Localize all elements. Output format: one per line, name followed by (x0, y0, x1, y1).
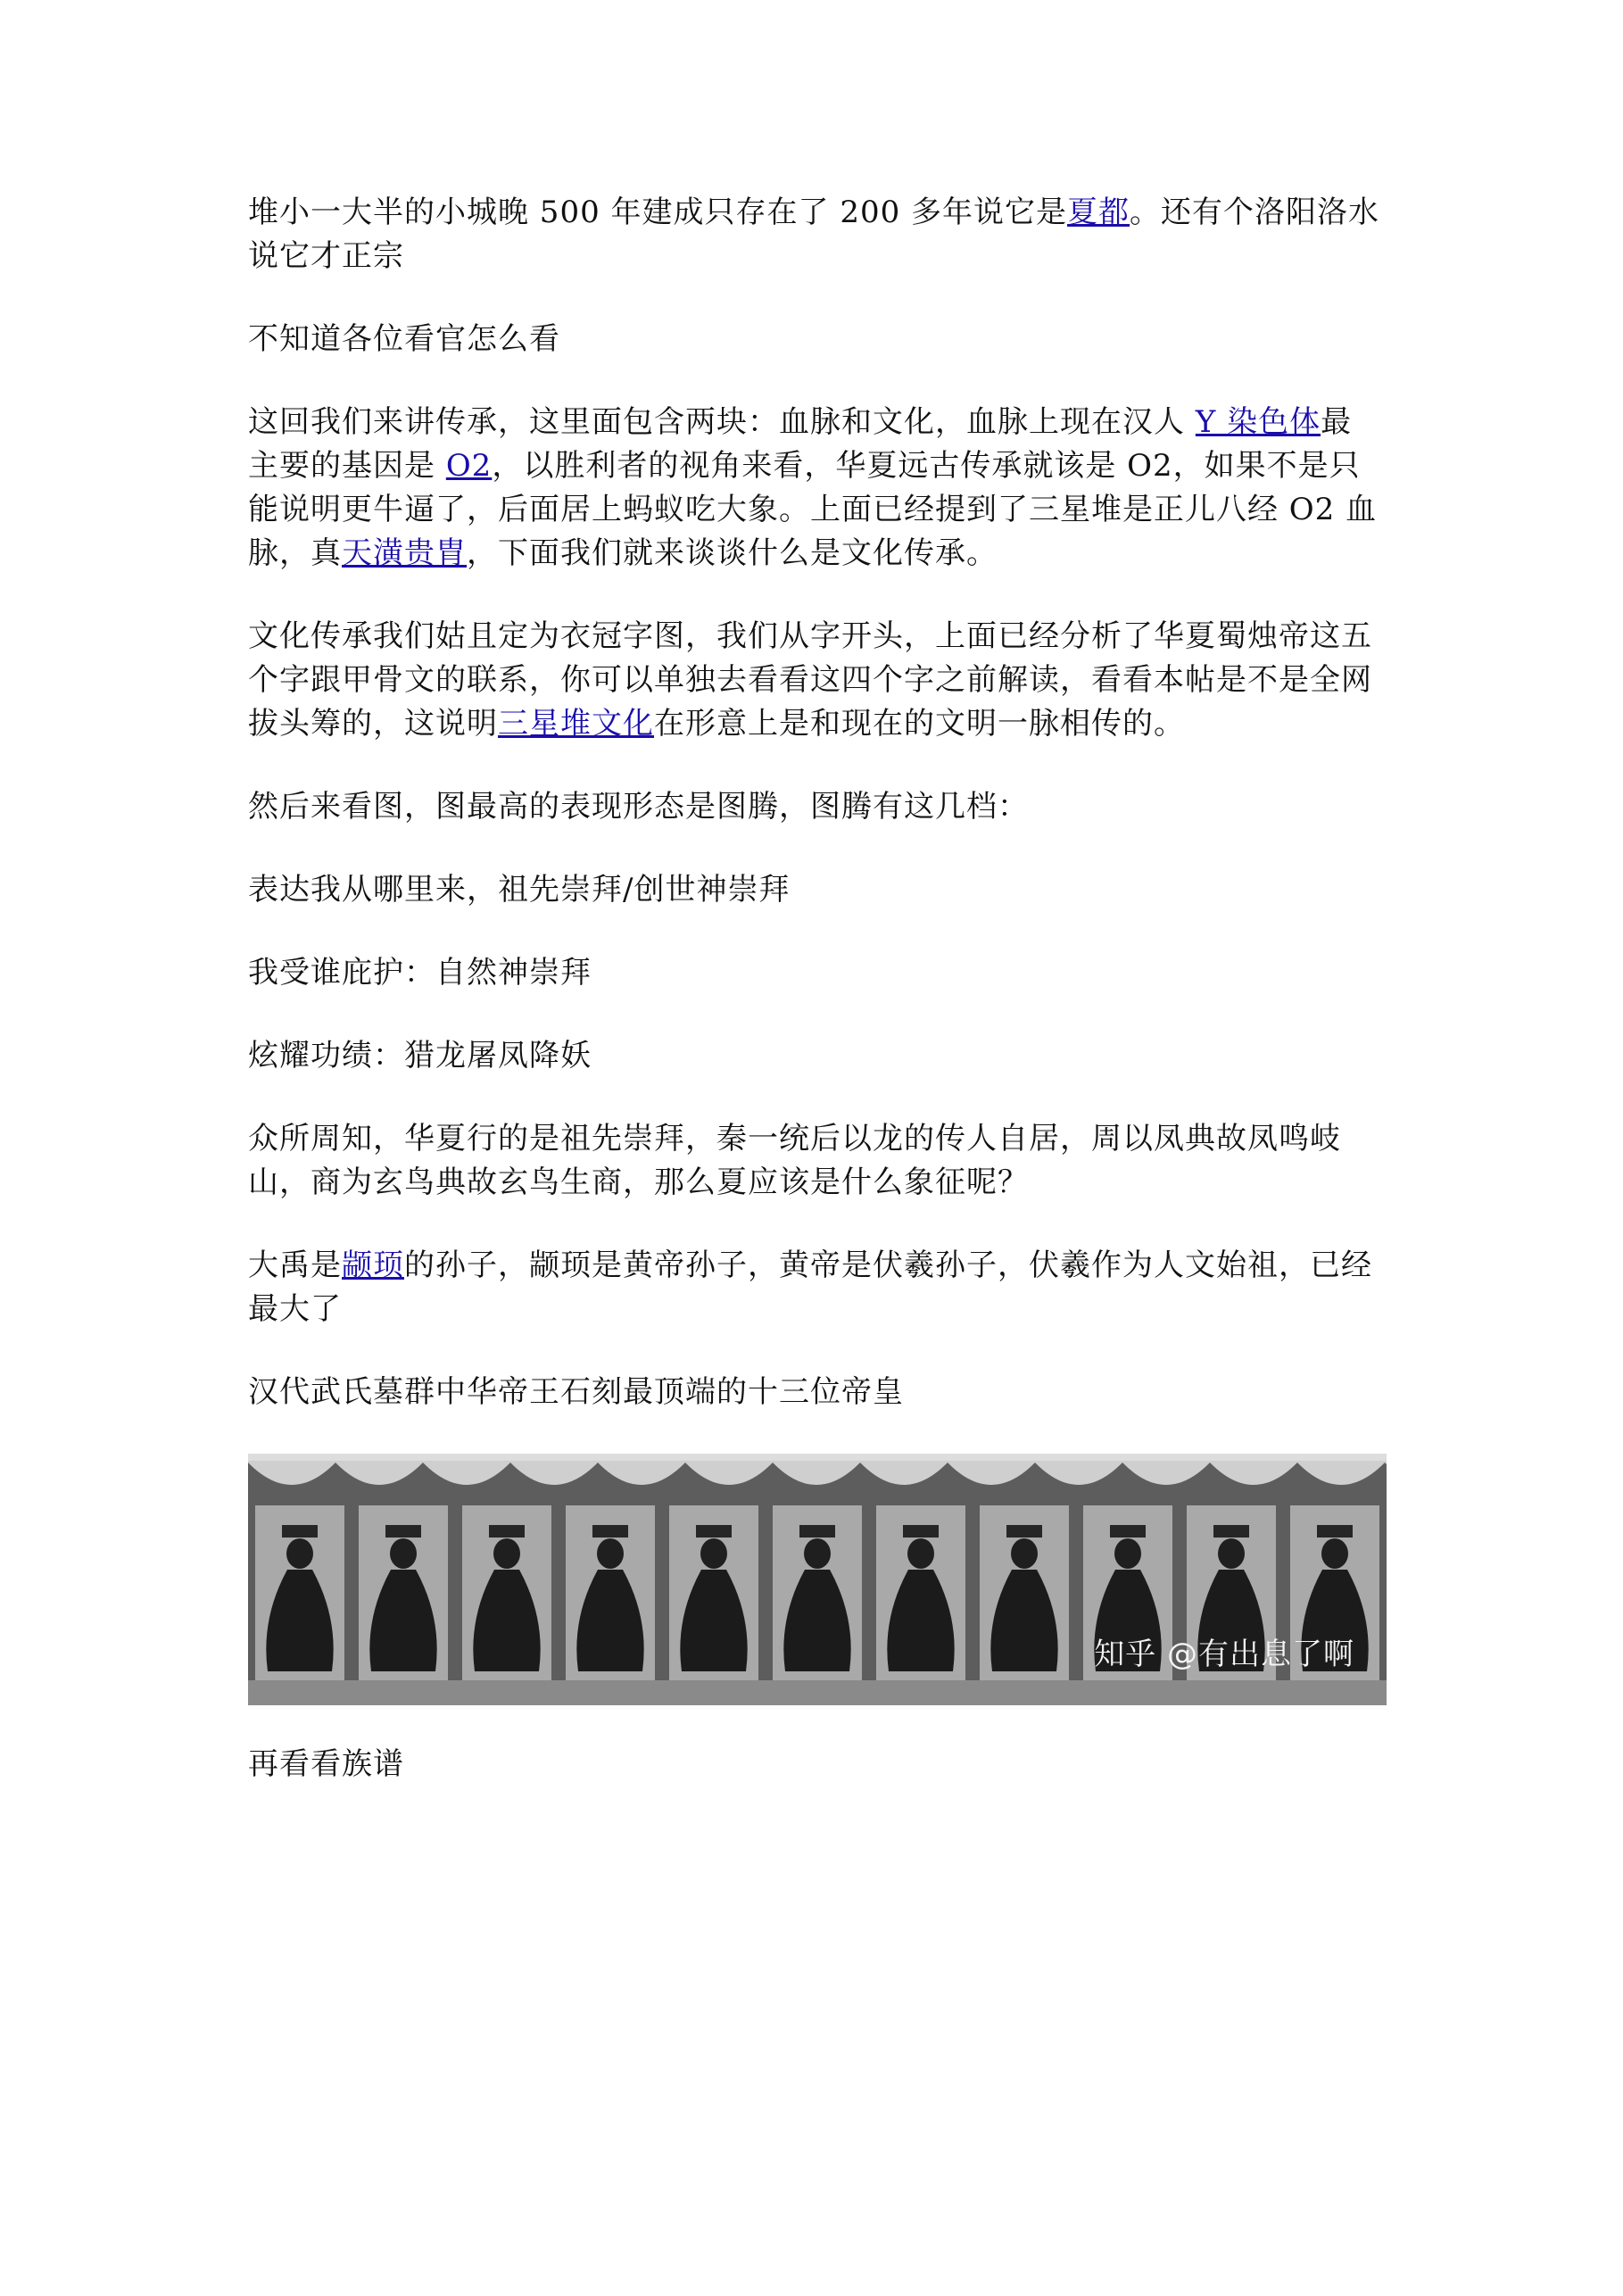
figure-head (1011, 1538, 1038, 1569)
top-edge (248, 1454, 1387, 1461)
paragraph-p11 (248, 1371, 1381, 1414)
figure-crown (282, 1525, 318, 1538)
paragraph-p4 (248, 615, 1381, 746)
stone-rubbing-image (248, 1454, 1387, 1705)
text-run: 不知道各位看官怎么看 (248, 321, 560, 357)
text-run: 再看看族谱 (248, 1746, 404, 1782)
inline-link[interactable]: 颛顼 (342, 1247, 404, 1283)
paragraph-p9 (248, 1117, 1381, 1205)
paragraph-p3 (248, 401, 1381, 576)
figure-head (1218, 1538, 1245, 1569)
article-body (248, 191, 1381, 1826)
paragraph-p8 (248, 1034, 1381, 1078)
bottom-band (248, 1680, 1387, 1705)
text-run: 的孙子，颛顼是黄帝孙子，黄帝是伏羲孙子，伏羲作为人文始祖，已经最大了 (248, 1247, 1372, 1327)
figure-head (1321, 1538, 1348, 1569)
image-watermark: 知乎 @有出息了啊 (1094, 1637, 1354, 1672)
paragraph-p5 (248, 785, 1381, 829)
inline-link[interactable]: 夏都 (1067, 195, 1130, 230)
figure-crown (1213, 1525, 1249, 1538)
inline-link[interactable]: 三星堆文化 (498, 706, 654, 742)
paragraph-p1 (248, 191, 1381, 278)
paragraphs-before-image (248, 191, 1381, 1414)
text-run: 表达我从哪里来，祖先崇拜/创世神崇拜 (248, 872, 791, 908)
inline-link[interactable]: O2 (445, 448, 493, 484)
inline-link[interactable]: 天潢贵胄 (342, 535, 467, 571)
figure-crown (592, 1525, 628, 1538)
paragraph-p6 (248, 868, 1381, 912)
text-run: 文化传承我们姑且定为衣冠字图，我们从字开头，上面已经分析了华夏蜀烛帝这五个字跟甲骨文的联系，你可以单独去看看这四个字之前解读，看看本帖是不是全网拔头筹的，这说明 (248, 618, 1372, 742)
inline-link[interactable]: Y 染色体 (1195, 404, 1321, 440)
text-run: 炫耀功绩：猎龙屠凤降妖 (248, 1038, 592, 1073)
figure-crown (385, 1525, 421, 1538)
text-run: 堆小一大半的小城晚 500 年建成只存在了 200 多年说它是 (248, 195, 1068, 230)
text-run: 我受谁庇护：自然神崇拜 (248, 955, 592, 991)
text-run: 众所周知，华夏行的是祖先崇拜，秦一统后以龙的传人自居，周以凤典故凤鸣岐山，商为玄鸟典故玄鸟生商，那么夏应该是什么象征呢？ (248, 1121, 1341, 1200)
text-run: ，下面我们就来谈谈什么是文化传承。 (467, 535, 998, 571)
figure-head (286, 1538, 313, 1569)
figure-crown (489, 1525, 525, 1538)
text-run: 最主要的基因是 (248, 404, 1353, 484)
text-run: 汉代武氏墓群中华帝王石刻最顶端的十三位帝皇 (248, 1374, 904, 1410)
text-run: ，以胜利者的视角来看，华夏远古传承就该是 O2，如果不是只能说明更牛逼了，后面居上蚂蚁吃大象。上面已经提到了三星堆是正儿八经 O2 血脉，真 (248, 448, 1378, 571)
paragraph-p2 (248, 318, 1381, 361)
figure-crown (799, 1525, 835, 1538)
text-run: 在形意上是和现在的文明一脉相传的。 (654, 706, 1185, 742)
figure-head (1114, 1538, 1141, 1569)
figure-crown (1110, 1525, 1146, 1538)
text-run: 。还有个洛阳洛水说它才正宗 (248, 195, 1380, 274)
figure-head (907, 1538, 934, 1569)
paragraph-p10 (248, 1244, 1381, 1331)
text-run: 这回我们来讲传承，这里面包含两块：血脉和文化，血脉上现在汉人 (248, 404, 1196, 440)
paragraph-p7 (248, 951, 1381, 995)
figure-crown (696, 1525, 732, 1538)
figure-head (390, 1538, 417, 1569)
figure-head (804, 1538, 831, 1569)
figure-crown (1317, 1525, 1353, 1538)
text-run: 然后来看图，图最高的表现形态是图腾，图腾有这几档： (248, 789, 1029, 825)
text-run: 大禹是 (248, 1247, 342, 1283)
figure-head (597, 1538, 624, 1569)
figure-crown (1006, 1525, 1042, 1538)
figure-head (700, 1538, 727, 1569)
paragraph-p12 (248, 1743, 1381, 1786)
figure-head (493, 1538, 520, 1569)
paragraphs-after-image (248, 1743, 1381, 1786)
figure-crown (903, 1525, 939, 1538)
